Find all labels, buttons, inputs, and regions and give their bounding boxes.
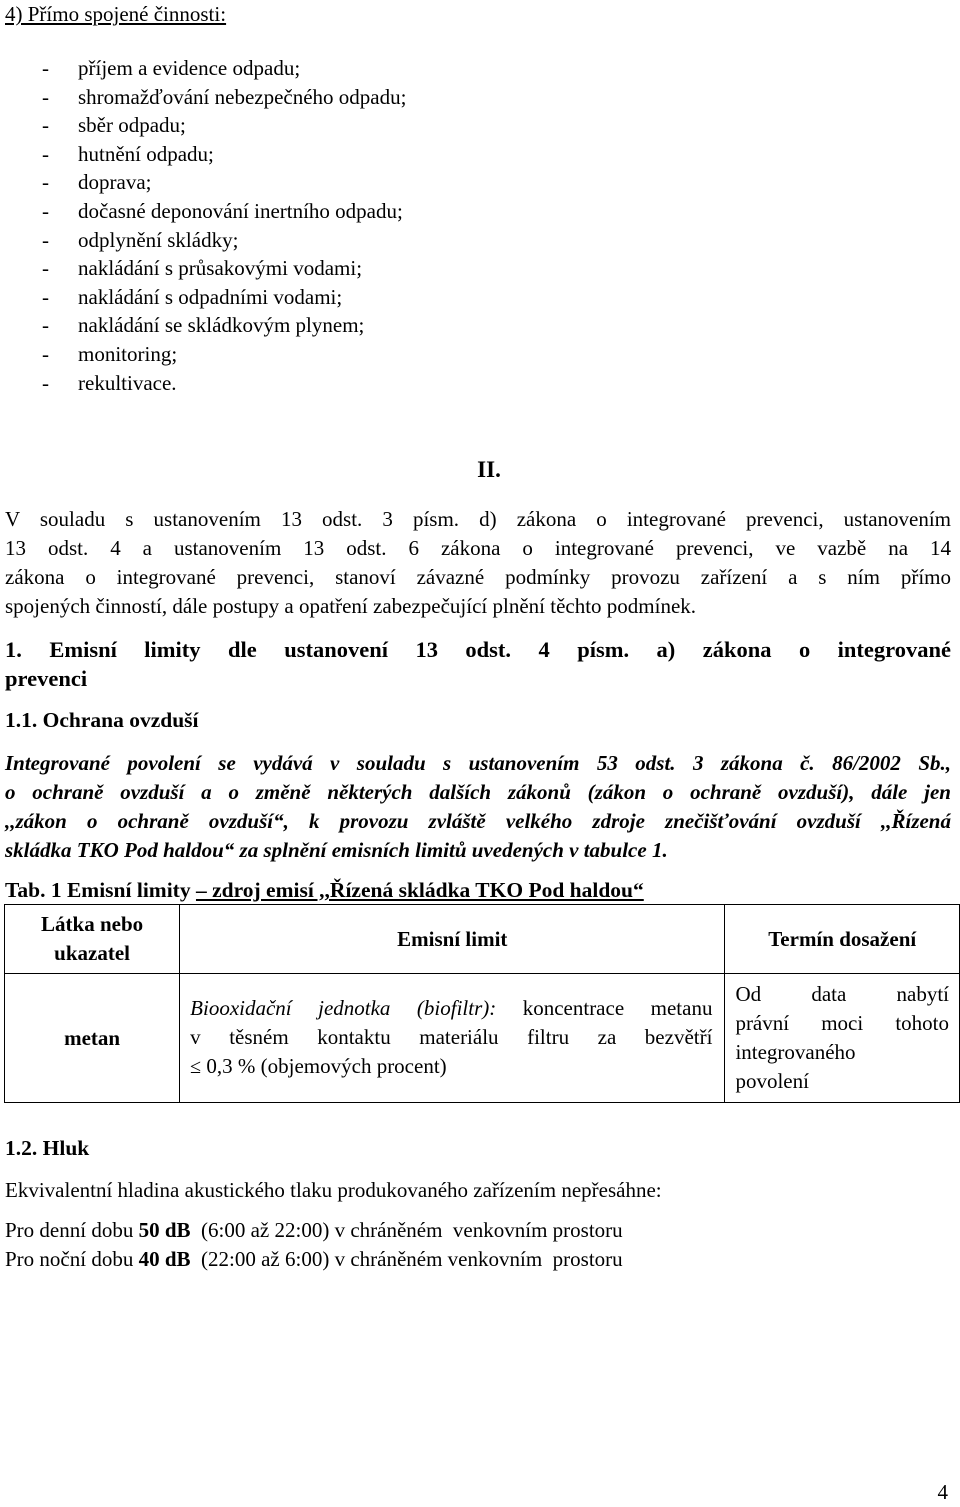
list-item-text: příjem a evidence odpadu; [78,56,301,80]
heading-1-line-2: prevenci [5,666,88,691]
dash-bullet: - [42,341,49,366]
dash-bullet: - [42,141,49,166]
table-cell-limit: Biooxidační jednotka (biofiltr): koncentrace metanu v těsném kontaktu materiálu filtru za bezvětří ≤ 0,3 % (objemových procent) [180,974,725,1103]
heading-noise: 1.2. Hluk [5,1136,90,1160]
heading-air-protection: 1.1. Ochrana ovzduší [5,708,199,732]
less-or-equal-symbol: ≤ [190,1056,202,1078]
section-heading: 4) Přímo spojené činnosti: [5,2,227,26]
list-item-text: monitoring; [78,341,178,366]
table-header-deadline: Termín dosažení [725,905,960,974]
list-item-text: nakládání se skládkovým plynem; [78,313,365,338]
emission-limits-table [4,904,960,1103]
dash-bullet: - [42,284,49,309]
table-header-substance: Látka nebo ukazatel [5,905,180,974]
heading-1-line-1: 1. Emisní limity dle ustanovení 13 odst. 4 písm. a) zákona o integrované [5,637,951,662]
permit-line-2: o ochraně ovzduší a o změně některých dalších zákonů (zákon o ochraně ovzduší), dále jen [5,780,951,804]
dash-bullet: - [42,227,49,252]
intro-line-3: zákona o integrované prevenci, stanoví závazné podmínky provozu zařízení a s ním přímo [5,565,951,589]
table-cell-deadline: Od data nabytí právní moci tohoto integrovaného povolení [725,974,960,1103]
intro-line-2: 13 odst. 4 a ustanovením 13 odst. 6 zákona o integrované prevenci, ve vazbě na 14 [5,536,951,560]
noise-day-limit: Pro denní dobu 50 dB (6:00 až 22:00) v chráněném venkovním prostoru [5,1218,623,1242]
heading-emission-limits [5,635,951,693]
permit-paragraph [5,749,951,865]
list-item-text: hutnění odpadu; [78,141,214,166]
list-item-text: doprava; [78,170,152,195]
dash-bullet: - [42,56,49,80]
permit-line-4: skládka TKO Pod haldou“ za splnění emisních limitů uvedených v tabulce 1. [5,838,668,862]
list-item-text: shromažďování nebezpečného odpadu; [78,84,407,109]
intro-line-1: V souladu s ustanovením 13 odst. 3 písm. d) zákona o integrované prevenci, ustanovením [5,507,951,531]
dash-bullet: - [42,84,49,109]
dash-bullet: - [42,113,49,138]
list-item-text: sběr odpadu; [78,113,186,138]
list-item-text: nakládání s průsakovými vodami; [78,256,363,281]
page-number: 4 [937,1480,948,1504]
part-heading: II. [477,457,501,482]
table-caption: Tab. 1 Emisní limity – zdroj emisí ,,Řízená skládka TKO Pod haldou“ [5,878,644,902]
intro-line-4: spojených činností, dále postupy a opatření zabezpečující plnění těchto podmínek. [5,594,697,618]
dash-bullet: - [42,256,49,281]
list-item-text: rekultivace. [78,370,177,395]
noise-night-limit: Pro noční dobu 40 dB (22:00 až 6:00) v chráněném venkovním prostoru [5,1247,623,1271]
permit-line-1: Integrované povolení se vydává v souladu s ustanovením 53 odst. 3 zákona č. 86/2002 Sb., [5,751,951,775]
table-header-limit: Emisní limit [180,905,725,974]
permit-line-3: ,,zákon o ochraně ovzduší“, k provozu zvláště velkého zdroje znečišťování ovzduší ,,Řízená [5,809,951,833]
table-cell-substance: metan [5,974,180,1103]
dash-bullet: - [42,170,49,195]
list-item-text: nakládání s odpadními vodami; [78,284,343,309]
dash-bullet: - [42,198,49,223]
dash-bullet: - [42,370,49,395]
list-item-text: dočasné deponování inertního odpadu; [78,198,403,223]
noise-intro: Ekvivalentní hladina akustického tlaku produkovaného zařízením nepřesáhne: [5,1178,662,1202]
list-item-text: odplynění skládky; [78,227,239,252]
dash-bullet: - [42,313,49,338]
intro-paragraph [5,505,951,621]
